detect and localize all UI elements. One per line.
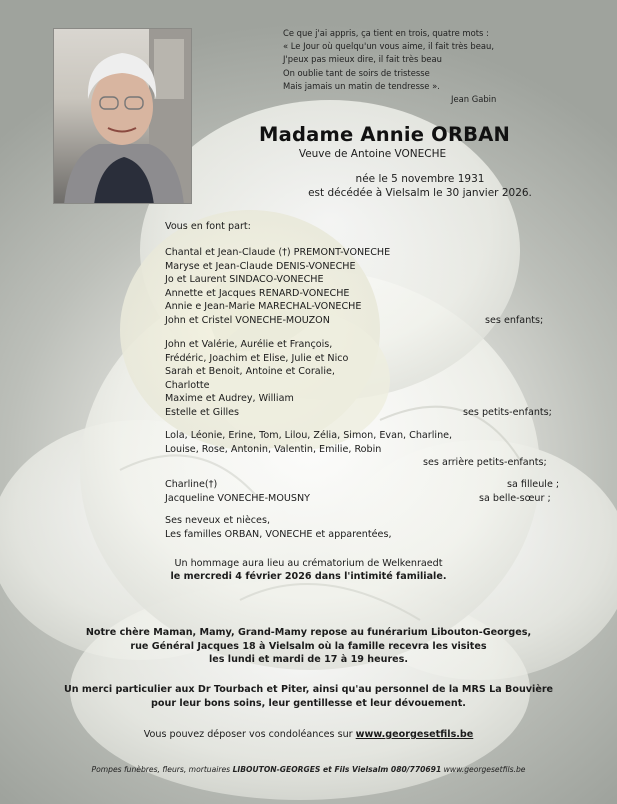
list-item: Annette et Jacques RENARD-VONECHE: [165, 287, 350, 299]
grandchildren-label: ses petits-enfants;: [463, 406, 552, 418]
deceased-name: Madame Annie ORBAN: [259, 123, 511, 146]
footer-phone: 080/770691: [390, 765, 442, 774]
children-list: [165, 246, 565, 328]
death-date: est décédée à Vielsalm le 30 janvier 2026.: [308, 187, 532, 199]
footer-services: Pompes funèbres, fleurs, mortuaires: [91, 765, 233, 774]
widow-line: Veuve de Antoine VONECHE: [298, 148, 447, 160]
visitation-line: Notre chère Maman, Mamy, Grand-Mamy repose au funérarium Libouton-Georges,: [85, 627, 532, 638]
list-item: Annie e Jean-Marie MARECHAL-VONECHE: [165, 301, 362, 313]
list-item: [165, 314, 565, 328]
condolences-link[interactable]: www.georgesetfils.be: [355, 729, 474, 740]
list-item: [165, 478, 565, 492]
extended-family: [165, 514, 565, 541]
list-item: Les familles ORBAN, VONECHE et apparentées,: [165, 528, 392, 540]
visitation-line: rue Général Jacques 18 à Vielsalm où la famille recevra les visites: [130, 640, 487, 652]
ceremony-place: Un hommage aura lieu au crématorium de Welkenraedt: [174, 558, 443, 569]
list-item: Maxime et Audrey, William: [165, 393, 294, 405]
birth-date: née le 5 novembre 1931: [355, 173, 485, 185]
visitation-line: les lundi et mardi de 17 à 19 heures.: [208, 654, 409, 666]
list-item: Ses neveux et nièces,: [165, 515, 270, 526]
condolences-line: [40, 728, 577, 742]
list-item: [165, 456, 565, 470]
quote-line: On oublie tant de soirs de tristesse: [283, 67, 430, 78]
list-item: John et Valérie, Aurélie et François,: [165, 339, 333, 350]
list-item-name: Estelle et Gilles: [165, 406, 240, 418]
poem-quote: [283, 27, 496, 106]
quote-line: J'peux pas mieux dire, il fait très beau: [283, 54, 442, 65]
footer-site[interactable]: www.georgesetfils.be: [441, 765, 526, 774]
list-item-name: Charline(†): [165, 479, 218, 490]
footer: [40, 765, 577, 774]
list-item-name: John et Cristel VONECHE-MOUZON: [165, 314, 330, 326]
great-grandchildren-list: [165, 429, 565, 470]
portrait-photo: [53, 28, 192, 204]
list-item: Chantal et Jean-Claude (†) PREMONT-VONECHE: [165, 247, 391, 258]
list-item: [165, 492, 565, 506]
thanks-message: [40, 683, 577, 710]
quote-line: « Le Jour où quelqu'un vous aime, il fait très beau,: [283, 41, 494, 52]
quote-line: Ce que j'ai appris, ça tient en trois, quatre mots :: [283, 28, 489, 38]
visitation-info: [40, 626, 577, 667]
list-item-label: sa filleule ;: [507, 479, 560, 490]
list-item: Jo et Laurent SINDACO-VONECHE: [165, 274, 324, 286]
thanks-line: pour leur bons soins, leur gentillesse et leur dévouement.: [151, 697, 466, 709]
thanks-line: Un merci particulier aux Dr Tourbach et Piter, ainsi qu'au personnel de la MRS La Bouvière: [63, 684, 554, 695]
others-list: [165, 478, 565, 505]
list-item-name: Jacqueline VONECHE-MOUSNY: [165, 492, 311, 504]
grandchildren-list: [165, 338, 565, 420]
list-item: Maryse et Jean-Claude DENIS-VONECHE: [165, 260, 356, 272]
announcers-intro: Vous en font part:: [165, 221, 251, 232]
list-item: [165, 406, 565, 420]
list-item-label: sa belle-sœur ;: [479, 492, 551, 504]
condolences-text: Vous pouvez déposer vos condoléances sur: [143, 729, 356, 740]
children-label: ses enfants;: [485, 314, 544, 326]
great-grandchildren-label: ses arrière petits-enfants;: [423, 457, 547, 469]
list-item: Frédéric, Joachim et Elise, Julie et Nico: [165, 352, 349, 364]
quote-line: Mais jamais un matin de tendresse ».: [283, 80, 440, 91]
footer-city: Vielsalm: [349, 765, 391, 774]
footer-company: LIBOUTON-GEORGES et Fils: [232, 765, 350, 774]
list-item: Lola, Léonie, Erine, Tom, Lilou, Zélia, Simon, Evan, Charline,: [165, 430, 453, 441]
birth-death-info: [255, 172, 585, 200]
quote-author: Jean Gabin: [451, 94, 497, 105]
ceremony-date: le mercredi 4 février 2026 dans l'intimité familiale.: [170, 571, 447, 582]
list-item: Sarah et Benoit, Antoine et Coralie,: [165, 366, 335, 378]
list-item: Charlotte: [165, 379, 210, 391]
portrait-illustration: [54, 29, 192, 204]
list-item: Louise, Rose, Antonin, Valentin, Emilie, Robin: [165, 443, 382, 455]
